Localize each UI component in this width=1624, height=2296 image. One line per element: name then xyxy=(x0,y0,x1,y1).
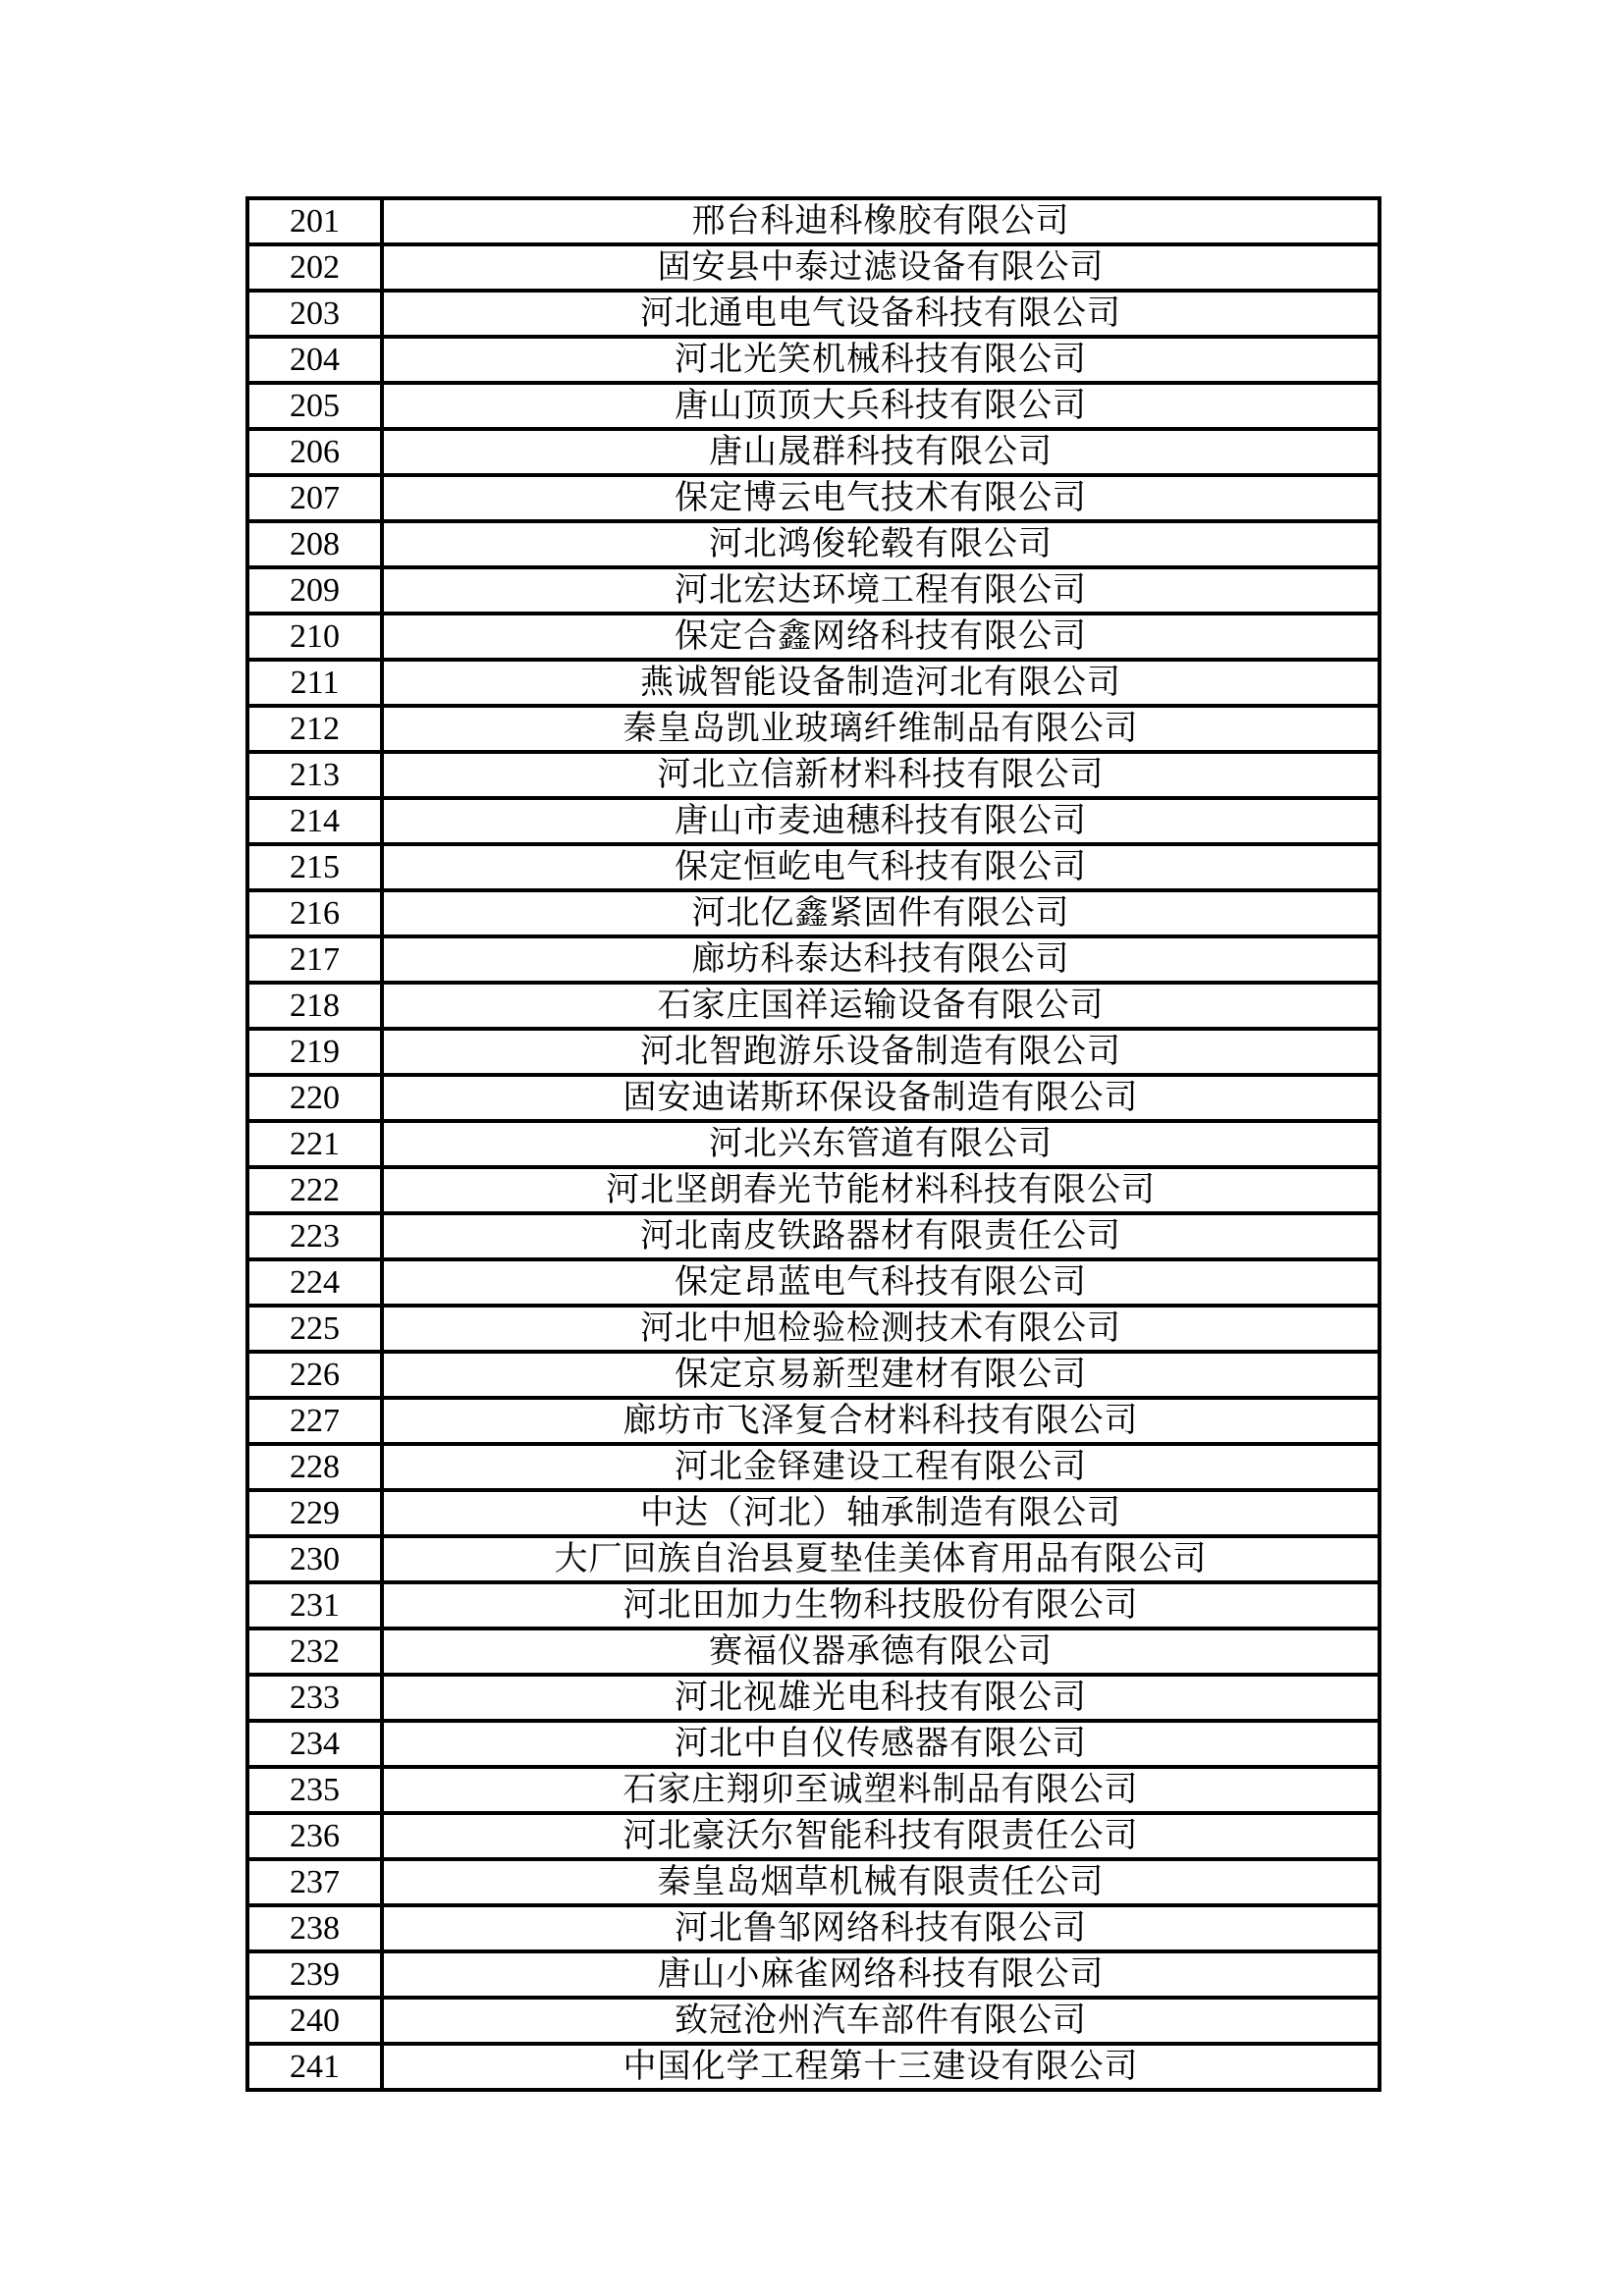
table-row xyxy=(247,1582,1380,1629)
row-number: 226 xyxy=(247,1352,382,1398)
table-row xyxy=(247,1629,1380,1675)
table-row xyxy=(247,1721,1380,1767)
company-name: 唐山市麦迪穗科技有限公司 xyxy=(382,798,1380,844)
table-row xyxy=(247,1306,1380,1352)
table-row xyxy=(247,198,1380,244)
table-row xyxy=(247,844,1380,890)
company-name: 河北智跑游乐设备制造有限公司 xyxy=(382,1029,1380,1075)
company-name: 河北光笑机械科技有限公司 xyxy=(382,337,1380,383)
row-number: 217 xyxy=(247,936,382,983)
table-row xyxy=(247,798,1380,844)
table-row xyxy=(247,1259,1380,1306)
row-number: 229 xyxy=(247,1490,382,1536)
company-name: 河北金铎建设工程有限公司 xyxy=(382,1444,1380,1490)
company-name: 大厂回族自治县夏垫佳美体育用品有限公司 xyxy=(382,1536,1380,1582)
row-number: 235 xyxy=(247,1767,382,1813)
row-number: 236 xyxy=(247,1813,382,1859)
company-name: 保定昂蓝电气科技有限公司 xyxy=(382,1259,1380,1306)
row-number: 220 xyxy=(247,1075,382,1121)
table-row xyxy=(247,752,1380,798)
company-name: 保定博云电气技术有限公司 xyxy=(382,475,1380,521)
table-row xyxy=(247,1029,1380,1075)
row-number: 216 xyxy=(247,890,382,936)
row-number: 232 xyxy=(247,1629,382,1675)
company-name: 邢台科迪科橡胶有限公司 xyxy=(382,198,1380,244)
row-number: 225 xyxy=(247,1306,382,1352)
row-number: 221 xyxy=(247,1121,382,1167)
row-number: 240 xyxy=(247,1998,382,2044)
company-name: 固安迪诺斯环保设备制造有限公司 xyxy=(382,1075,1380,1121)
row-number: 201 xyxy=(247,198,382,244)
company-name: 廊坊市飞泽复合材料科技有限公司 xyxy=(382,1398,1380,1444)
company-name: 河北通电电气设备科技有限公司 xyxy=(382,291,1380,337)
table-row xyxy=(247,1951,1380,1998)
company-name: 赛福仪器承德有限公司 xyxy=(382,1629,1380,1675)
table-row xyxy=(247,1352,1380,1398)
row-number: 228 xyxy=(247,1444,382,1490)
company-name: 河北中旭检验检测技术有限公司 xyxy=(382,1306,1380,1352)
table-row xyxy=(247,429,1380,475)
row-number: 211 xyxy=(247,660,382,706)
table-row xyxy=(247,706,1380,752)
table-row xyxy=(247,1444,1380,1490)
company-name: 秦皇岛烟草机械有限责任公司 xyxy=(382,1859,1380,1905)
company-name: 燕诚智能设备制造河北有限公司 xyxy=(382,660,1380,706)
table-row xyxy=(247,1998,1380,2044)
company-name: 保定合鑫网络科技有限公司 xyxy=(382,614,1380,660)
row-number: 231 xyxy=(247,1582,382,1629)
table-row xyxy=(247,1767,1380,1813)
table-row xyxy=(247,337,1380,383)
company-name: 廊坊科泰达科技有限公司 xyxy=(382,936,1380,983)
row-number: 208 xyxy=(247,521,382,567)
table-row xyxy=(247,291,1380,337)
table-row xyxy=(247,890,1380,936)
row-number: 222 xyxy=(247,1167,382,1213)
company-table-body xyxy=(247,198,1380,2090)
table-row xyxy=(247,2044,1380,2090)
company-name: 河北立信新材料科技有限公司 xyxy=(382,752,1380,798)
company-name: 河北兴东管道有限公司 xyxy=(382,1121,1380,1167)
company-name: 河北中自仪传感器有限公司 xyxy=(382,1721,1380,1767)
company-name: 河北亿鑫紧固件有限公司 xyxy=(382,890,1380,936)
row-number: 215 xyxy=(247,844,382,890)
row-number: 233 xyxy=(247,1675,382,1721)
row-number: 204 xyxy=(247,337,382,383)
table-row xyxy=(247,660,1380,706)
row-number: 202 xyxy=(247,244,382,291)
row-number: 239 xyxy=(247,1951,382,1998)
table-row xyxy=(247,475,1380,521)
company-name: 河北南皮铁路器材有限责任公司 xyxy=(382,1213,1380,1259)
row-number: 203 xyxy=(247,291,382,337)
table-row xyxy=(247,1121,1380,1167)
company-list-table xyxy=(245,196,1381,2092)
row-number: 213 xyxy=(247,752,382,798)
row-number: 219 xyxy=(247,1029,382,1075)
table-row xyxy=(247,614,1380,660)
row-number: 209 xyxy=(247,567,382,614)
table-row xyxy=(247,1536,1380,1582)
company-name: 致冠沧州汽车部件有限公司 xyxy=(382,1998,1380,2044)
table-row xyxy=(247,1213,1380,1259)
company-name: 秦皇岛凯业玻璃纤维制品有限公司 xyxy=(382,706,1380,752)
company-name: 中国化学工程第十三建设有限公司 xyxy=(382,2044,1380,2090)
row-number: 241 xyxy=(247,2044,382,2090)
table-row xyxy=(247,936,1380,983)
table-row xyxy=(247,1905,1380,1951)
table-row xyxy=(247,1490,1380,1536)
row-number: 234 xyxy=(247,1721,382,1767)
row-number: 227 xyxy=(247,1398,382,1444)
company-name: 河北鸿俊轮毂有限公司 xyxy=(382,521,1380,567)
row-number: 238 xyxy=(247,1905,382,1951)
table-row xyxy=(247,983,1380,1029)
company-name: 唐山晟群科技有限公司 xyxy=(382,429,1380,475)
row-number: 205 xyxy=(247,383,382,429)
company-name: 河北豪沃尔智能科技有限责任公司 xyxy=(382,1813,1380,1859)
company-name: 唐山顶顶大兵科技有限公司 xyxy=(382,383,1380,429)
company-name: 保定恒屹电气科技有限公司 xyxy=(382,844,1380,890)
table-row xyxy=(247,244,1380,291)
table-row xyxy=(247,383,1380,429)
row-number: 230 xyxy=(247,1536,382,1582)
company-name: 唐山小麻雀网络科技有限公司 xyxy=(382,1951,1380,1998)
company-name: 河北宏达环境工程有限公司 xyxy=(382,567,1380,614)
table-row xyxy=(247,1167,1380,1213)
row-number: 223 xyxy=(247,1213,382,1259)
company-name: 河北视雄光电科技有限公司 xyxy=(382,1675,1380,1721)
table-row xyxy=(247,521,1380,567)
table-row xyxy=(247,567,1380,614)
company-name: 石家庄国祥运输设备有限公司 xyxy=(382,983,1380,1029)
table-row xyxy=(247,1675,1380,1721)
company-name: 保定京易新型建材有限公司 xyxy=(382,1352,1380,1398)
row-number: 237 xyxy=(247,1859,382,1905)
row-number: 218 xyxy=(247,983,382,1029)
company-name: 中达（河北）轴承制造有限公司 xyxy=(382,1490,1380,1536)
table-row xyxy=(247,1859,1380,1905)
company-name: 固安县中泰过滤设备有限公司 xyxy=(382,244,1380,291)
row-number: 206 xyxy=(247,429,382,475)
row-number: 214 xyxy=(247,798,382,844)
table-row xyxy=(247,1813,1380,1859)
company-name: 河北鲁邹网络科技有限公司 xyxy=(382,1905,1380,1951)
row-number: 212 xyxy=(247,706,382,752)
row-number: 207 xyxy=(247,475,382,521)
table-row xyxy=(247,1075,1380,1121)
company-name: 河北田加力生物科技股份有限公司 xyxy=(382,1582,1380,1629)
row-number: 210 xyxy=(247,614,382,660)
company-name: 石家庄翔卯至诚塑料制品有限公司 xyxy=(382,1767,1380,1813)
table-row xyxy=(247,1398,1380,1444)
row-number: 224 xyxy=(247,1259,382,1306)
company-name: 河北坚朗春光节能材料科技有限公司 xyxy=(382,1167,1380,1213)
